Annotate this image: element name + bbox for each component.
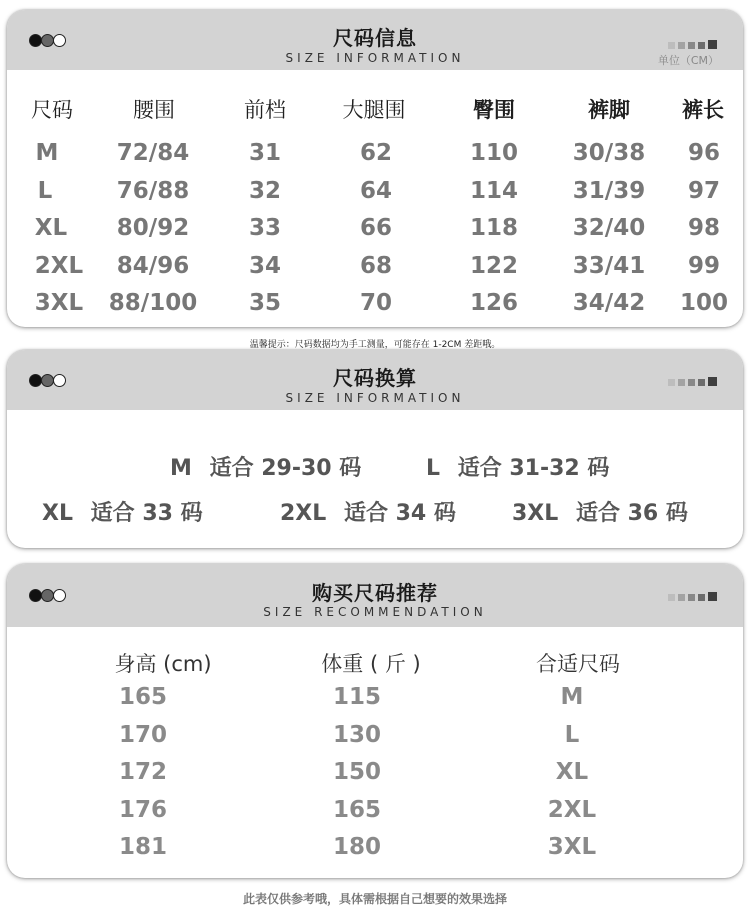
header-cell: 前档 bbox=[244, 98, 286, 122]
table-cell: 165 bbox=[332, 797, 382, 823]
conversion-item bbox=[280, 496, 456, 527]
header-cell: 体重 ( 斤 ) bbox=[321, 652, 421, 676]
table-cell: 30/38 bbox=[572, 140, 646, 166]
table-cell: 96 bbox=[687, 140, 721, 166]
table-cell: 2XL bbox=[547, 797, 597, 823]
squares-decoration bbox=[665, 592, 717, 601]
recommendation-title: 购买尺码推荐 bbox=[312, 581, 438, 605]
conversion-size: 3XL bbox=[512, 501, 559, 526]
header-cell: 合适尺码 bbox=[536, 652, 620, 676]
table-cell: 3XL bbox=[547, 834, 597, 860]
table-cell: 33/41 bbox=[572, 253, 646, 279]
table-cell: 70 bbox=[359, 290, 393, 316]
table-row bbox=[7, 253, 743, 283]
table-cell: 176 bbox=[118, 797, 168, 823]
size-conversion-title: 尺码换算 bbox=[333, 366, 417, 390]
table-cell: 66 bbox=[359, 215, 393, 241]
table-cell: 35 bbox=[248, 290, 282, 316]
conversion-text: 适合 29-30 码 bbox=[209, 456, 362, 481]
header-cell: 裤长 bbox=[682, 98, 724, 122]
size-cell: 3XL bbox=[34, 290, 84, 316]
size-cell: 2XL bbox=[34, 253, 84, 279]
table-cell: 122 bbox=[469, 253, 519, 279]
table-cell: 88/100 bbox=[108, 290, 198, 316]
conversion-size: L bbox=[426, 456, 441, 481]
table-cell: 98 bbox=[687, 215, 721, 241]
table-cell: 76/88 bbox=[116, 178, 190, 204]
size-cell: XL bbox=[34, 215, 68, 241]
size-info-header bbox=[7, 10, 743, 70]
footer-note: 此表仅供参考哦，具体需根据自己想要的效果选择 bbox=[242, 892, 507, 906]
table-cell: 170 bbox=[118, 722, 168, 748]
table-cell: 115 bbox=[332, 684, 382, 710]
conversion-size: XL bbox=[42, 501, 73, 526]
table-cell: 31/39 bbox=[572, 178, 646, 204]
table-cell: L bbox=[564, 722, 580, 748]
table-cell: 114 bbox=[469, 178, 519, 204]
header-cell: 尺码 bbox=[31, 98, 73, 122]
conversion-size: 2XL bbox=[280, 501, 327, 526]
table-cell: 84/96 bbox=[116, 253, 190, 279]
table-cell: 80/92 bbox=[116, 215, 190, 241]
size-cell: L bbox=[37, 178, 53, 204]
recommendation-subtitle: SIZE RECOMMENDATION bbox=[263, 605, 487, 619]
size-table-header bbox=[7, 94, 743, 124]
conversion-text: 适合 34 码 bbox=[343, 501, 456, 526]
table-cell: M bbox=[560, 684, 584, 710]
table-cell: 68 bbox=[359, 253, 393, 279]
table-cell: 180 bbox=[332, 834, 382, 860]
squares-decoration bbox=[665, 377, 717, 386]
header-cell: 腰围 bbox=[133, 98, 175, 122]
table-cell: 130 bbox=[332, 722, 382, 748]
table-cell: 72/84 bbox=[116, 140, 190, 166]
size-cell: M bbox=[35, 140, 59, 166]
table-cell: 64 bbox=[359, 178, 393, 204]
table-cell: 126 bbox=[469, 290, 519, 316]
table-cell: 150 bbox=[332, 759, 382, 785]
table-cell: XL bbox=[555, 759, 589, 785]
table-cell: 34/42 bbox=[572, 290, 646, 316]
header-cell: 身高 (cm) bbox=[114, 652, 212, 676]
table-cell: 165 bbox=[118, 684, 168, 710]
conversion-item bbox=[170, 451, 361, 482]
recommendation-header bbox=[7, 564, 743, 627]
table-cell: 100 bbox=[679, 290, 729, 316]
header-cell: 大腿围 bbox=[342, 98, 406, 122]
table-cell: 181 bbox=[118, 834, 168, 860]
conversion-item bbox=[512, 496, 688, 527]
table-cell: 62 bbox=[359, 140, 393, 166]
squares-decoration bbox=[665, 40, 717, 49]
size-info-title: 尺码信息 bbox=[333, 26, 417, 50]
table-row bbox=[7, 215, 743, 245]
conversion-item bbox=[42, 496, 203, 527]
table-cell: 34 bbox=[248, 253, 282, 279]
table-cell: 172 bbox=[118, 759, 168, 785]
size-conversion-subtitle: SIZE INFORMATION bbox=[285, 391, 465, 405]
conversion-text: 适合 31-32 码 bbox=[457, 456, 610, 481]
table-cell: 33 bbox=[248, 215, 282, 241]
conversion-item bbox=[426, 451, 609, 482]
header-cell: 裤脚 bbox=[588, 98, 630, 122]
table-cell: 97 bbox=[687, 178, 721, 204]
size-info-subtitle: SIZE INFORMATION bbox=[285, 51, 465, 65]
table-cell: 110 bbox=[469, 140, 519, 166]
table-row bbox=[7, 290, 743, 320]
conversion-size: M bbox=[170, 456, 192, 481]
table-cell: 99 bbox=[687, 253, 721, 279]
table-row bbox=[7, 178, 743, 208]
recommendation-card bbox=[7, 564, 743, 878]
table-row bbox=[7, 140, 743, 170]
table-cell: 118 bbox=[469, 215, 519, 241]
unit-label: 单位（CM） bbox=[657, 54, 719, 67]
header-cell: 臀围 bbox=[473, 98, 515, 122]
table-cell: 32 bbox=[248, 178, 282, 204]
conversion-text: 适合 36 码 bbox=[575, 501, 688, 526]
table-cell: 31 bbox=[248, 140, 282, 166]
size-conversion-header bbox=[7, 350, 743, 410]
measurement-note: 温馨提示：尺码数据均为手工测量，可能存在 1-2CM 差距哦。 bbox=[249, 340, 501, 350]
table-cell: 32/40 bbox=[572, 215, 646, 241]
conversion-text: 适合 33 码 bbox=[90, 501, 203, 526]
size-conversion-card bbox=[7, 350, 743, 548]
size-info-card bbox=[7, 10, 743, 327]
